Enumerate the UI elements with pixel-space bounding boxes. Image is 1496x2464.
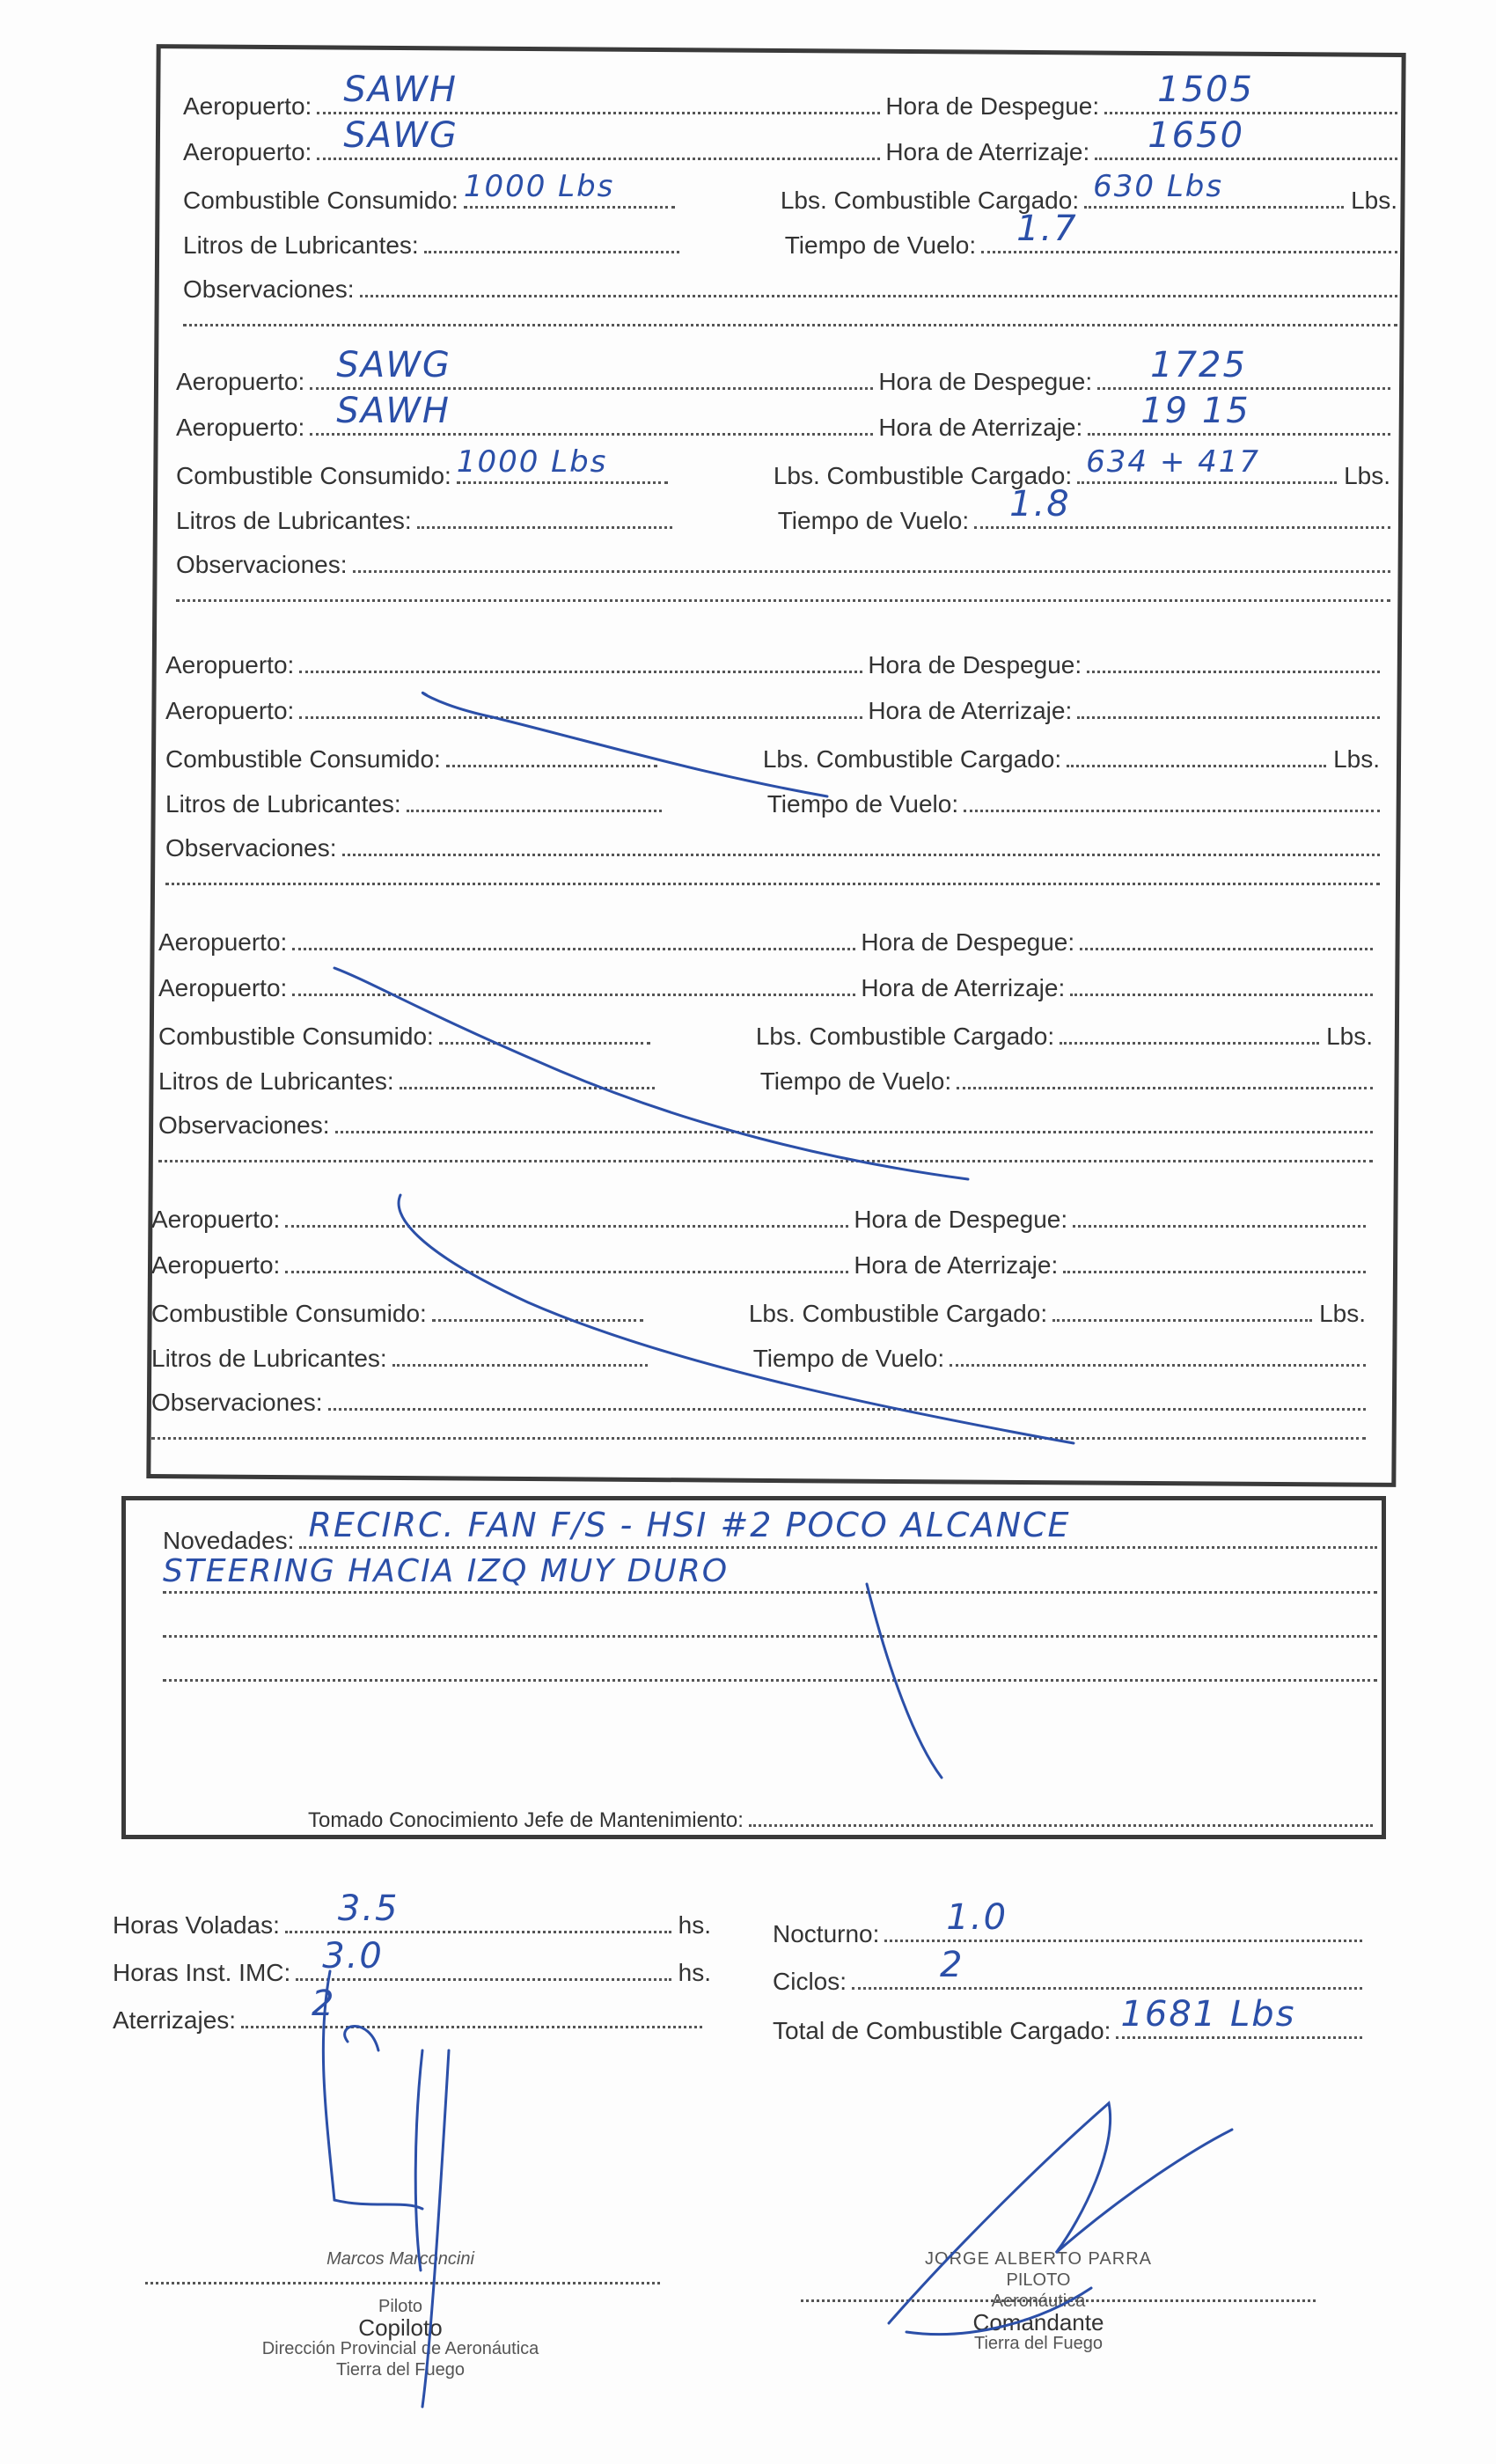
novedades-row [163, 1506, 1377, 1555]
observaciones-label: Observaciones: [151, 1389, 323, 1416]
leg-2-row-4 [176, 484, 1390, 535]
tiempo-vuelo-label: Tiempo de Vuelo: [777, 507, 970, 534]
copilot-role: Copiloto [358, 2314, 443, 2341]
leg-2-row-5 [176, 551, 1390, 579]
tiempo-vuelo-value[interactable]: 1.8 [1009, 484, 1071, 524]
lbs-unit: Lbs. [1333, 745, 1380, 773]
pilot-role: Comandante [972, 2309, 1104, 2336]
horas-inst-row [113, 1936, 711, 1987]
leg-4-row-1 [158, 928, 1373, 957]
leg-3-row-4 [165, 790, 1380, 818]
hora-aterrizaje-value[interactable]: 1650 [1148, 115, 1245, 156]
lbs-combustible-cargado-label: Lbs. Combustible Cargado: [773, 462, 1073, 489]
lbs-unit: Lbs. [1319, 1300, 1366, 1327]
novedades-line3-row [163, 1619, 1377, 1638]
pilot-title: PILOTO [1006, 2270, 1071, 2290]
novedades-line2[interactable]: STEERING HACIA IZQ MUY DURO [163, 1553, 730, 1589]
aeropuerto-1-value[interactable]: SAWH [343, 70, 458, 110]
aeropuerto-label: Aeropuerto: [151, 1206, 281, 1233]
hora-despegue-value[interactable]: 1725 [1150, 345, 1247, 385]
leg-1-row-3 [183, 169, 1397, 215]
novedades-line4-row [163, 1663, 1377, 1682]
leg-4-row-4 [158, 1067, 1373, 1096]
aeropuerto-2-value[interactable]: SAWG [343, 115, 458, 156]
hora-despegue-label: Hora de Despegue: [878, 368, 1093, 395]
lbs-combustible-cargado-label: Lbs. Combustible Cargado: [755, 1023, 1055, 1050]
litros-lubricantes-label: Litros de Lubricantes: [165, 790, 401, 818]
copilot-org: Dirección Provincial de Aeronáutica [261, 2339, 539, 2358]
leg-1-row-2 [183, 115, 1397, 166]
ciclos-row [773, 1945, 1362, 1996]
ciclos-value[interactable]: 2 [940, 1945, 964, 1985]
leg-4-row-3 [158, 1023, 1373, 1051]
aterrizajes-label: Aterrizajes: [113, 2006, 237, 2034]
copilot-place: Tierra del Fuego [336, 2360, 465, 2380]
pilot-place: Tierra del Fuego [974, 2334, 1103, 2353]
pilot-org: Aeronáutica [991, 2292, 1086, 2311]
litros-lubricantes-label: Litros de Lubricantes: [151, 1345, 387, 1372]
hora-aterrizaje-value[interactable]: 19 15 [1140, 391, 1250, 431]
aeropuerto-label: Aeropuerto: [151, 1251, 281, 1279]
horas-voladas-label: Horas Voladas: [113, 1911, 280, 1939]
aeropuerto-label: Aeropuerto: [165, 697, 295, 724]
novedades-line1[interactable]: RECIRC. FAN F/S - HSI #2 POCO ALCANCE [308, 1506, 1071, 1544]
aeropuerto-label: Aeropuerto: [158, 974, 288, 1001]
leg-1-row-6 [183, 308, 1397, 326]
leg-3-row-1 [165, 651, 1380, 679]
hs-unit: hs. [678, 1911, 711, 1939]
aeropuerto-label: Aeropuerto: [176, 414, 305, 441]
aeropuerto-label: Aeropuerto: [183, 138, 312, 165]
tomado-row [308, 1808, 1373, 1833]
litros-lubricantes-label: Litros de Lubricantes: [183, 231, 419, 259]
pilot-stamp [862, 2248, 1214, 2354]
combustible-consumido-value[interactable]: 1000 Lbs [463, 169, 615, 204]
observaciones-label: Observaciones: [183, 275, 355, 303]
leg-3-row-6 [165, 867, 1380, 885]
copilot-name: Marcos Marconcini [326, 2249, 474, 2269]
combustible-consumido-label: Combustible Consumido: [151, 1300, 427, 1327]
hora-despegue-label: Hora de Despegue: [885, 92, 1100, 120]
combustible-consumido-label: Combustible Consumido: [183, 187, 458, 214]
hora-aterrizaje-label: Hora de Aterrizaje: [854, 1251, 1059, 1279]
horas-inst-value[interactable]: 3.0 [322, 1936, 384, 1976]
lbs-combustible-cargado-label: Lbs. Combustible Cargado: [762, 745, 1062, 773]
lbs-cargado-value[interactable]: 634 + 417 [1086, 444, 1261, 480]
hora-despegue-value[interactable]: 1505 [1157, 70, 1254, 110]
combustible-consumido-value[interactable]: 1000 Lbs [456, 444, 608, 480]
copilot-stamp [211, 2248, 590, 2380]
hora-aterrizaje-label: Hora de Aterrizaje: [861, 974, 1066, 1001]
leg-1-row-4 [183, 209, 1397, 260]
tiempo-vuelo-label: Tiempo de Vuelo: [752, 1345, 945, 1372]
observaciones-label: Observaciones: [158, 1111, 330, 1139]
total-combustible-value[interactable]: 1681 Lbs [1120, 1994, 1296, 2035]
nocturno-label: Nocturno: [773, 1920, 880, 1947]
leg-5-row-4 [151, 1345, 1366, 1373]
lbs-combustible-cargado-label: Lbs. Combustible Cargado: [748, 1300, 1048, 1327]
lbs-combustible-cargado-label: Lbs. Combustible Cargado: [780, 187, 1080, 214]
leg-5-row-6 [151, 1421, 1366, 1440]
hora-despegue-label: Hora de Despegue: [854, 1206, 1068, 1233]
leg-4-row-2 [158, 974, 1373, 1002]
nocturno-row [773, 1897, 1362, 1948]
lbs-unit: Lbs. [1344, 462, 1390, 489]
combustible-consumido-label: Combustible Consumido: [158, 1023, 434, 1050]
leg-3-row-3 [165, 745, 1380, 774]
lbs-cargado-value[interactable]: 630 Lbs [1093, 169, 1224, 204]
aterrizajes-value[interactable]: 2 [312, 1984, 336, 2024]
hora-aterrizaje-label: Hora de Aterrizaje: [878, 414, 1083, 441]
leg-2-row-6 [176, 583, 1390, 602]
leg-4-row-6 [158, 1144, 1373, 1162]
leg-5-row-3 [151, 1300, 1366, 1328]
aeropuerto-2-value[interactable]: SAWH [336, 391, 451, 431]
tiempo-vuelo-label: Tiempo de Vuelo: [766, 790, 959, 818]
hora-despegue-label: Hora de Despegue: [861, 928, 1075, 956]
litros-lubricantes-label: Litros de Lubricantes: [176, 507, 412, 534]
combustible-consumido-label: Combustible Consumido: [176, 462, 451, 489]
leg-2-row-2 [176, 391, 1390, 442]
leg-5-row-1 [151, 1206, 1366, 1234]
aeropuerto-label: Aeropuerto: [176, 368, 305, 395]
tomado-label: Tomado Conocimiento Jefe de Mantenimiento: [308, 1808, 744, 1832]
hora-despegue-label: Hora de Despegue: [868, 651, 1082, 678]
horas-voladas-value[interactable]: 3.5 [337, 1888, 400, 1929]
leg-2-row-3 [176, 444, 1390, 490]
leg-4-row-5 [158, 1111, 1373, 1140]
leg-3-row-2 [165, 697, 1380, 725]
horas-inst-label: Horas Inst. IMC: [113, 1959, 291, 1986]
novedades-label: Novedades: [163, 1527, 295, 1554]
aeropuerto-label: Aeropuerto: [158, 928, 288, 956]
observaciones-label: Observaciones: [165, 834, 337, 862]
pilot-name: JORGE ALBERTO PARRA [925, 2249, 1152, 2269]
total-combustible-row [773, 1994, 1362, 2045]
leg-5-row-2 [151, 1251, 1366, 1280]
observaciones-label: Observaciones: [176, 551, 348, 578]
hs-unit: hs. [678, 1959, 711, 1986]
leg-3-row-5 [165, 834, 1380, 862]
novedades-line2-row [163, 1553, 1377, 1594]
aeropuerto-label: Aeropuerto: [183, 92, 312, 120]
aeropuerto-label: Aeropuerto: [165, 651, 295, 678]
hora-aterrizaje-label: Hora de Aterrizaje: [868, 697, 1073, 724]
combustible-consumido-label: Combustible Consumido: [165, 745, 441, 773]
aeropuerto-1-value[interactable]: SAWG [336, 345, 451, 385]
leg-1-row-5 [183, 275, 1397, 304]
lbs-unit: Lbs. [1326, 1023, 1373, 1050]
litros-lubricantes-label: Litros de Lubricantes: [158, 1067, 394, 1095]
horas-voladas-row [113, 1888, 711, 1940]
aterrizajes-row [113, 1984, 702, 2035]
tiempo-vuelo-value[interactable]: 1.7 [1016, 209, 1078, 249]
total-combustible-label: Total de Combustible Cargado: [773, 2017, 1111, 2044]
tiempo-vuelo-label: Tiempo de Vuelo: [759, 1067, 952, 1095]
tiempo-vuelo-label: Tiempo de Vuelo: [784, 231, 977, 259]
leg-5-row-5 [151, 1389, 1366, 1417]
nocturno-value[interactable]: 1.0 [946, 1897, 1008, 1938]
lbs-unit: Lbs. [1351, 187, 1397, 214]
hora-aterrizaje-label: Hora de Aterrizaje: [885, 138, 1090, 165]
ciclos-label: Ciclos: [773, 1968, 847, 1995]
copilot-title: Piloto [378, 2297, 423, 2316]
